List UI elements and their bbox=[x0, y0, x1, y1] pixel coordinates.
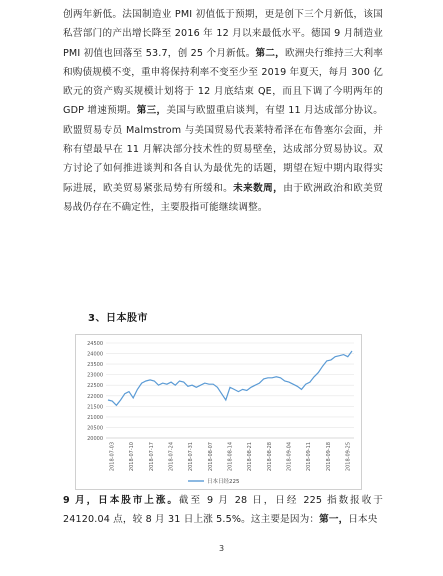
emphasis-september: 9 月，日本股市上涨。 bbox=[63, 495, 179, 506]
section-heading: 3、日本股市 bbox=[88, 313, 148, 324]
y-tick-label: 22000 bbox=[87, 393, 103, 400]
emphasis-future: 未来数周， bbox=[233, 182, 284, 194]
x-tick-label: 2018-08-28 bbox=[266, 442, 273, 472]
y-tick-label: 23500 bbox=[87, 362, 103, 369]
x-tick-label: 2018-09-04 bbox=[286, 442, 293, 472]
y-tick-label: 24000 bbox=[87, 351, 103, 358]
page-number: 3 bbox=[218, 544, 225, 553]
text-span: 由于欧洲政治和欧美贸易战仍存在不确定性，主要股指可能继续调整。 bbox=[63, 182, 384, 213]
text-span: 日本央 bbox=[348, 514, 378, 526]
y-tick-label: 22500 bbox=[87, 383, 103, 390]
x-tick-label: 2018-07-03 bbox=[109, 442, 116, 472]
text-span: 截至 9 月 28 日，日经 225 指数报收于 24120.04 点，较 8 月 31 日上涨 5.5%。这主要是因为： bbox=[63, 495, 383, 526]
y-tick-label: 21000 bbox=[87, 414, 103, 421]
x-tick-label: 2018-07-24 bbox=[168, 442, 175, 472]
chart-svg bbox=[76, 335, 361, 489]
x-tick-label: 2018-09-11 bbox=[306, 442, 313, 472]
nikkei-chart bbox=[75, 334, 362, 490]
y-tick-label: 20500 bbox=[87, 425, 103, 432]
x-tick-label: 2018-08-07 bbox=[207, 442, 214, 472]
y-tick-label: 23000 bbox=[87, 372, 103, 379]
text-span: 美国与欧盟重启谈判，有望 11 月达成部分协议。欧盟贸易专员 Malmstrom 与美国贸易代表莱特希泽在布鲁塞尔会面，并称有望最早在 11 月解决部分技术性的贸易壁垒，达成部分贸易协议。双方讨论了如何推进谈判和各自认为最优先的话题，期望在短中期内取得实际进展，欧美贸易紧张局势有所缓和。 bbox=[63, 105, 384, 194]
x-tick-label: 2018-08-14 bbox=[227, 442, 234, 472]
x-tick-label: 2018-09-18 bbox=[325, 442, 332, 472]
series-line bbox=[108, 351, 352, 405]
y-tick-label: 21500 bbox=[87, 404, 103, 411]
paragraph-europe bbox=[63, 5, 383, 217]
paragraph-japan bbox=[63, 491, 383, 530]
x-tick-label: 2018-08-21 bbox=[247, 442, 254, 472]
y-tick-label: 24500 bbox=[87, 341, 103, 347]
emphasis-first: 第一， bbox=[319, 514, 349, 526]
legend-label: 日本日经225 bbox=[207, 479, 240, 485]
x-tick-label: 2018-07-17 bbox=[148, 442, 155, 472]
text-span: 欧洲央行维持三大利率和购债规模不变，重申将保持利率不变至少至 2019 年夏天，每月 300 亿欧元的资产购买规模计划将于 12 月底结束 QE，而且下调了今明两年的 GDP 增速预期。 bbox=[63, 47, 384, 117]
y-tick-label: 20000 bbox=[87, 436, 103, 442]
x-tick-label: 2018-07-31 bbox=[188, 442, 195, 472]
text-span: 创两年新低。法国制造业 PMI 初值低于预期，更是创下三个月新低，该国私营部门的产出增长降至 2016 年 12 月以来最低水平。德国 9 月制造业 PMI 初值也回落至 53.7，创 25 个月新低。 bbox=[63, 9, 383, 59]
emphasis-second: 第二， bbox=[255, 47, 285, 59]
x-tick-label: 2018-07-10 bbox=[129, 442, 136, 472]
emphasis-third: 第三， bbox=[136, 105, 167, 117]
x-tick-label: 2018-09-25 bbox=[345, 442, 352, 472]
